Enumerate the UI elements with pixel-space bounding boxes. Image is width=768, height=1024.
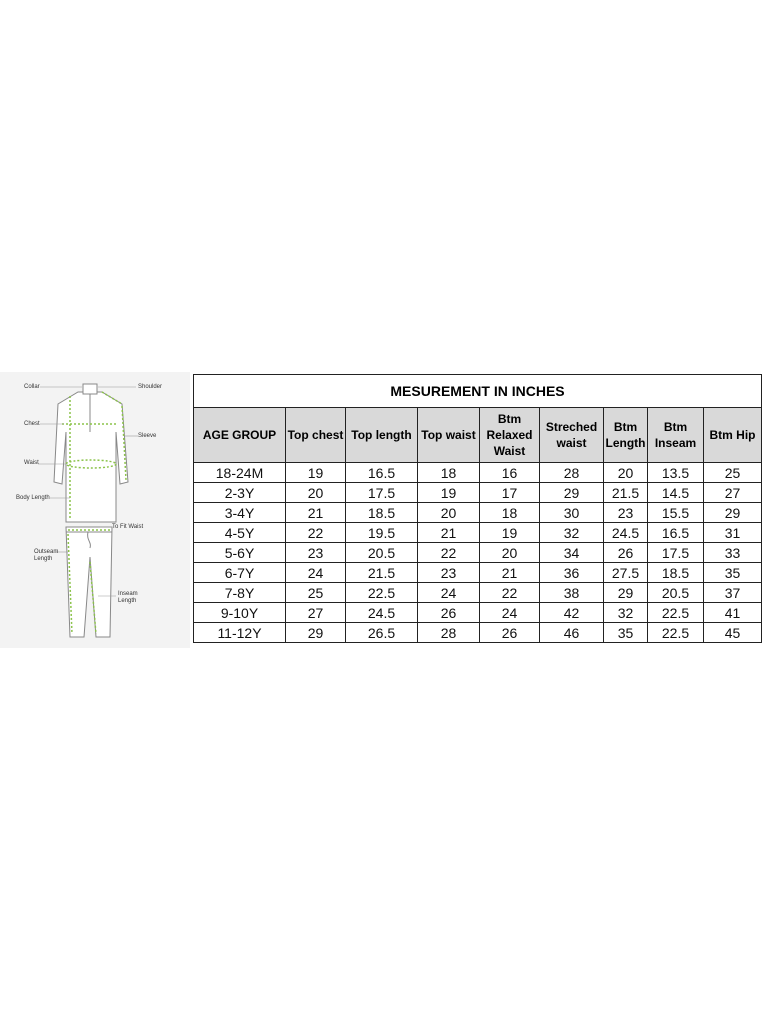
age-group-cell: 7-8Y [194,583,286,603]
measurement-cell: 29 [704,503,762,523]
measurement-cell: 23 [286,543,346,563]
measurement-cell: 28 [540,463,604,483]
measurement-cell: 24 [286,563,346,583]
measurement-cell: 20 [418,503,480,523]
measurement-cell: 31 [704,523,762,543]
measurement-cell: 26.5 [346,623,418,643]
measurement-cell: 38 [540,583,604,603]
measurement-cell: 20 [286,483,346,503]
measurement-cell: 20 [604,463,648,483]
column-header: Top chest [286,408,346,463]
measurement-cell: 46 [540,623,604,643]
age-group-cell: 9-10Y [194,603,286,623]
measurement-cell: 17 [480,483,540,503]
table-row [194,563,762,583]
measurement-cell: 17.5 [346,483,418,503]
measurement-cell: 14.5 [648,483,704,503]
measurement-cell: 19 [418,483,480,503]
measurement-cell: 21.5 [604,483,648,503]
measurement-cell: 18 [480,503,540,523]
measurement-cell: 35 [704,563,762,583]
measurement-cell: 29 [540,483,604,503]
table-header-row [194,408,762,463]
measurement-cell: 22 [480,583,540,603]
collar-shape [83,384,97,394]
measurement-cell: 26 [418,603,480,623]
column-header: Btm Relaxed Waist [480,408,540,463]
measurement-cell: 18.5 [346,503,418,523]
measurement-cell: 21.5 [346,563,418,583]
label-inseam-length: Inseam Length [118,591,138,604]
measurement-cell: 32 [604,603,648,623]
measurement-cell: 27 [286,603,346,623]
measurement-cell: 34 [540,543,604,563]
table-row [194,543,762,563]
measurement-cell: 21 [480,563,540,583]
measurement-cell: 35 [604,623,648,643]
age-group-cell: 3-4Y [194,503,286,523]
column-header: Btm Inseam [648,408,704,463]
label-body-length: Body Length [16,495,50,501]
table-row [194,583,762,603]
measurement-cell: 22.5 [648,623,704,643]
measurement-cell: 20.5 [346,543,418,563]
measurement-cell: 23 [418,563,480,583]
measurement-cell: 30 [540,503,604,523]
measurement-cell: 13.5 [648,463,704,483]
age-group-cell: 6-7Y [194,563,286,583]
measurement-cell: 24 [418,583,480,603]
measurement-cell: 21 [418,523,480,543]
measurement-cell: 24.5 [604,523,648,543]
label-chest: Chest [24,421,40,427]
label-sleeve: Sleeve [138,433,157,439]
measurement-cell: 26 [604,543,648,563]
table-row [194,503,762,523]
age-group-cell: 4-5Y [194,523,286,543]
measurement-cell: 36 [540,563,604,583]
measurement-cell: 19 [286,463,346,483]
measurement-cell: 45 [704,623,762,643]
measurement-cell: 20 [480,543,540,563]
measurement-cell: 27.5 [604,563,648,583]
column-header: AGE GROUP [194,408,286,463]
label-waist: Waist [24,460,39,466]
measurement-cell: 28 [418,623,480,643]
garment-outline-svg [0,372,190,648]
size-chart-table [193,374,762,643]
age-group-cell: 5-6Y [194,543,286,563]
measurement-cell: 16.5 [346,463,418,483]
label-collar: Collar [24,384,40,390]
measurement-cell: 29 [604,583,648,603]
column-header: Btm Hip [704,408,762,463]
measurement-cell: 33 [704,543,762,563]
measurement-cell: 16 [480,463,540,483]
measurement-cell: 32 [540,523,604,543]
measurement-cell: 23 [604,503,648,523]
age-group-cell: 2-3Y [194,483,286,503]
measurement-cell: 37 [704,583,762,603]
measurement-cell: 24.5 [346,603,418,623]
label-shoulder: Shoulder [138,384,163,390]
measurement-cell: 22.5 [346,583,418,603]
measurement-cell: 41 [704,603,762,623]
measurement-cell: 18.5 [648,563,704,583]
label-outseam-length: Outseam Length [34,549,59,562]
table-row [194,463,762,483]
table-row [194,603,762,623]
age-group-cell: 18-24M [194,463,286,483]
table-row [194,623,762,643]
measurement-cell: 19.5 [346,523,418,543]
measurement-cell: 26 [480,623,540,643]
measurement-cell: 16.5 [648,523,704,543]
measurement-cell: 27 [704,483,762,503]
column-header: Top length [346,408,418,463]
measurement-cell: 25 [704,463,762,483]
garment-measurement-diagram [0,372,190,648]
age-group-cell: 11-12Y [194,623,286,643]
measurement-cell: 17.5 [648,543,704,563]
measurement-cell: 18 [418,463,480,483]
measurement-cell: 42 [540,603,604,623]
measurement-cell: 22.5 [648,603,704,623]
table-body [194,463,762,643]
measurement-cell: 22 [418,543,480,563]
pyjama-outline [66,527,112,637]
measurement-cell: 19 [480,523,540,543]
table-title-row [194,375,762,408]
measurement-cell: 15.5 [648,503,704,523]
measurement-cell: 20.5 [648,583,704,603]
column-header: Streched waist [540,408,604,463]
column-header: Top waist [418,408,480,463]
table-title: MESUREMENT IN INCHES [194,375,762,408]
kurta-outline [54,392,128,522]
measurement-cell: 21 [286,503,346,523]
table-row [194,483,762,503]
table-row [194,523,762,543]
measurement-cell: 29 [286,623,346,643]
column-header: Btm Length [604,408,648,463]
label-to-fit-waist: To Fit Waist [112,524,144,530]
measurement-cell: 24 [480,603,540,623]
measurement-cell: 25 [286,583,346,603]
measurement-cell: 22 [286,523,346,543]
